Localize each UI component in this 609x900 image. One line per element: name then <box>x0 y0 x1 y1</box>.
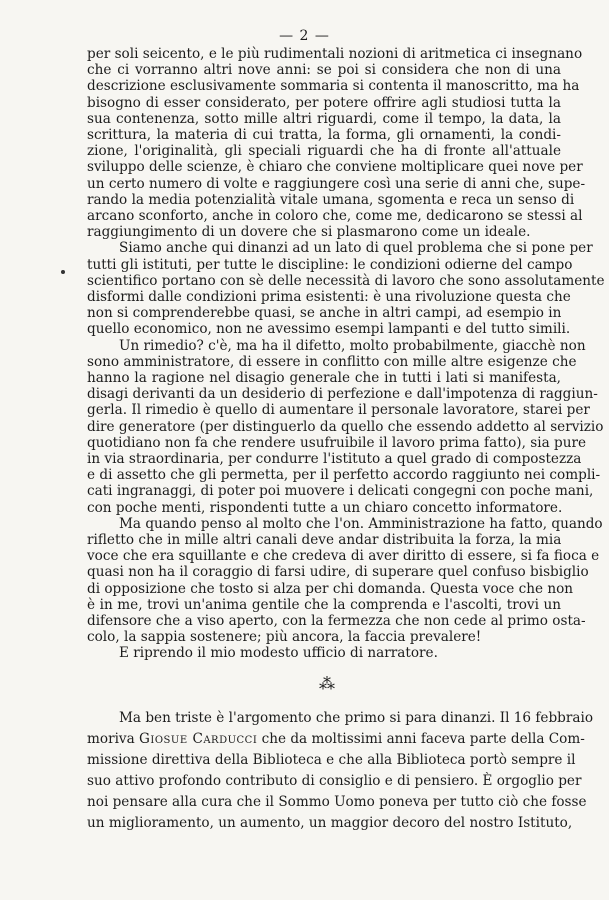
text-line: arcano sconforto, anche in coloro che, come me, dedicarono se stessi al <box>87 208 583 224</box>
text-line: descrizione esclusivamente sommaria si contenta il manoscritto, ma ha <box>87 78 580 95</box>
text-line: quasi non ha il coraggio di farsi udire, di superare quel confuso bisbiglio <box>87 564 589 581</box>
margin-mark <box>61 270 65 274</box>
section-asterism: ⁂ <box>319 674 335 693</box>
text-line: rifletto che in mille altri canali deve andar distribuita la forza, la mia <box>87 532 562 548</box>
text-line: è in me, trovi un'anima gentile che la comprenda e l'ascolti, trovi un <box>87 596 561 613</box>
text-line: con poche menti, rispondenti tutte a un chiaro concetto informatore. <box>87 499 563 516</box>
closing-line: E riprendo il mio modesto ufficio di narratore. <box>119 645 438 662</box>
text-line: raggiungimento di un dovere che si plasmarono come un ideale. <box>87 224 531 241</box>
text-line: dire generatore (per distinguerlo da quello che essendo addetto al servizio <box>87 418 604 435</box>
text-line: e di assetto che gli permetta, per il perfetto accordo raggiunto nei compli- <box>87 467 601 484</box>
text-fragment: che da moltissimi anni faceva parte della Com- <box>257 731 585 747</box>
text-line: tutti gli istituti, per tutte le discipline: le condizioni odierne del campo <box>87 256 573 273</box>
text-line: disformi dalle condizioni prima esistenti: è una rivoluzione questa che <box>87 289 571 305</box>
text-line: sua contenenza, sotto mille altri riguardi, come il tempo, la data, la <box>87 110 561 127</box>
text-line: che ci vorranno altri nove anni: se poi si considera che non di una <box>87 62 561 79</box>
text-line: suo attivo profondo contributo di consiglio e di pensiero. È orgoglio per <box>87 773 582 789</box>
text-line: in via straordinaria, per condurre l'istituto a quel grado di compostezza <box>87 451 582 467</box>
page-number: — 2 — <box>279 28 330 44</box>
text-line: sono amministratore, di essere in conflitto con mille altre esigenze che <box>87 353 577 370</box>
text-line: un miglioramento, un aumento, un maggior decoro del nostro Istituto, <box>87 815 573 831</box>
text-line: voce che era squillante e che credeva di aver diritto di essere, si fa fioca e <box>87 548 600 565</box>
text-line: difensore che a viso aperto, con la fermezza che non cede al primo osta- <box>87 613 586 629</box>
text-line: Ma quando penso al molto che l'on. Amministrazione ha fatto, quando <box>119 515 603 532</box>
text-line <box>87 729 585 750</box>
text-line: bisogno di esser considerato, per potere offrire agli studiosi tutta la <box>87 94 561 111</box>
text-line: Siamo anche qui dinanzi ad un lato di quel problema che si pone per <box>119 240 593 257</box>
text-line: quello economico, non ne avessimo esempi lampanti e del tutto simili. <box>87 321 571 338</box>
text-line: sviluppo delle scienze, è chiaro che conviene moltiplicare quei nove per <box>87 159 583 176</box>
text-line: rando la media potenzialità vitale umana, sgomenta e reca un senso di <box>87 191 575 208</box>
text-line: zione, l'originalità, gli speciali riguardi che ha di fronte all'attuale <box>87 143 561 160</box>
text-line: missione direttiva della Biblioteca e che alla Biblioteca portò sempre il <box>87 752 576 768</box>
text-line: un certo numero di volte e raggiungere così una serie di anni che, supe- <box>87 175 586 192</box>
text-line: gerla. Il rimedio è quello di aumentare il personale lavoratore, starei per <box>87 402 590 419</box>
text-line: non si comprenderebbe quasi, se anche in altri campi, ad esempio in <box>87 305 562 322</box>
text-line: per soli seicento, e le più rudimentali nozioni di aritmetica ci insegnano <box>87 46 583 62</box>
text-line: scientifico portano con sè delle necessità di lavoro che sono assolutamente <box>87 272 605 289</box>
text-line: disagi derivanti da un desiderio di perfezione e dall'impotenza di raggiun- <box>87 386 598 403</box>
person-name: Giosue Carducci <box>139 731 258 747</box>
text-line: hanno la ragione nel disagio generale che in tutti i lati si manifesta, <box>87 370 561 386</box>
text-line: scrittura, la materia di cui tratta, la forma, gli ornamenti, la condi- <box>87 127 561 143</box>
text-line: noi pensare alla cura che il Sommo Uomo poneva per tutto ciò che fosse <box>87 794 587 810</box>
text-line: di opposizione che tosto si alza per chi domanda. Questa voce che non <box>87 580 574 597</box>
text-line: colo, la sappia sostenere; più ancora, la faccia prevalere! <box>87 629 482 646</box>
text-line: Un rimedio? c'è, ma ha il difetto, molto probabilmente, giacchè non <box>119 337 586 354</box>
text-line: Ma ben triste è l'argomento che primo si para dinanzi. Il 16 febbraio <box>119 710 594 726</box>
text-line: cati ingranaggi, di poter poi muovere i delicati congegni con poche mani, <box>87 483 594 500</box>
text-fragment: moriva <box>87 731 140 747</box>
text-line: quotidiano non fa che rendere usufruibile il lavoro prima fatto), sia pure <box>87 434 586 451</box>
